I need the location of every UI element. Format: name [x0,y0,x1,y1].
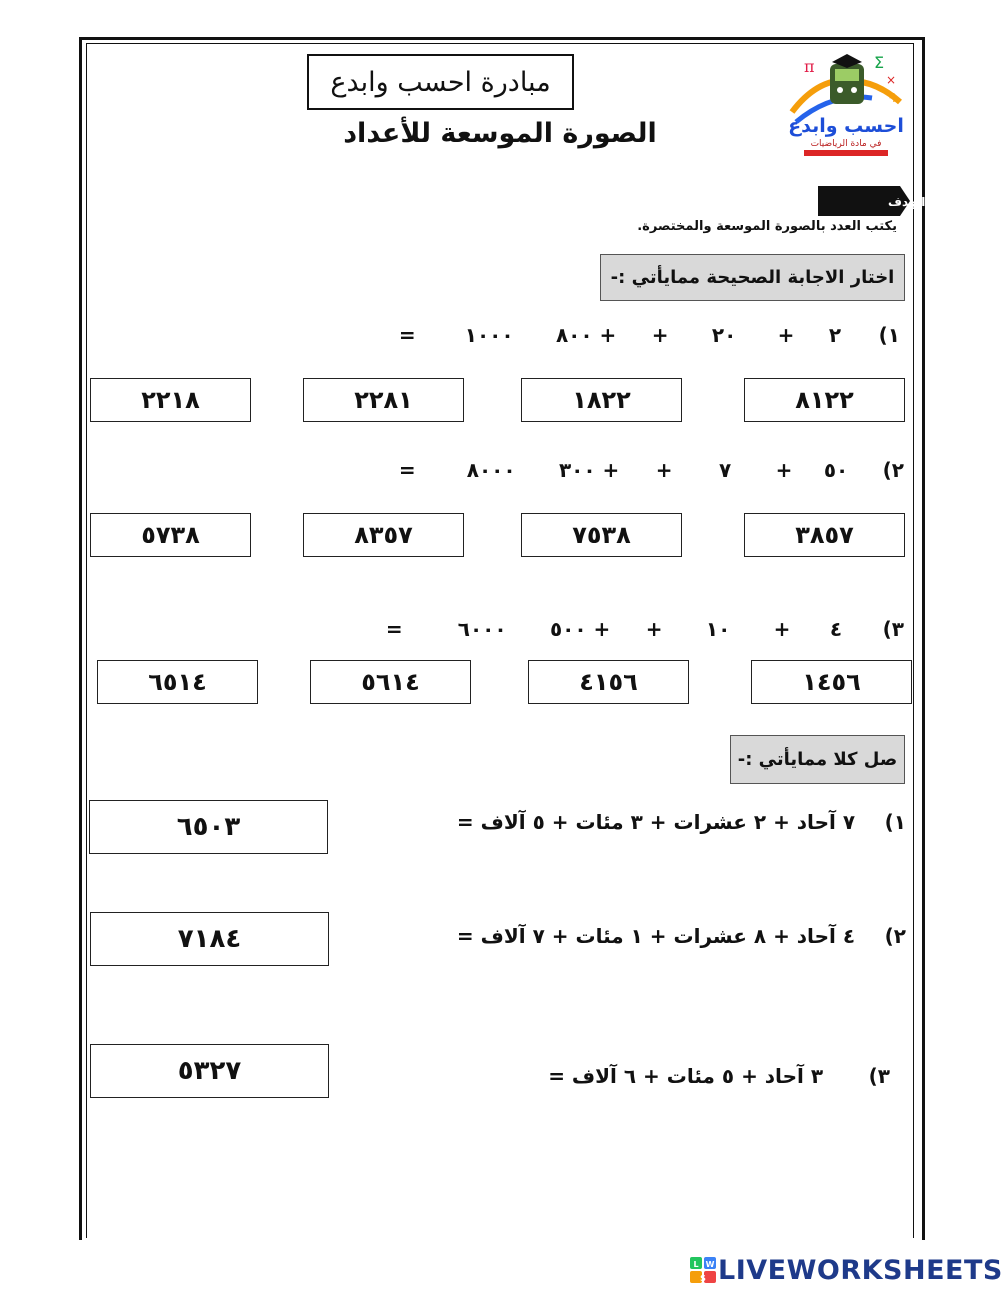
equals-sign: = [398,323,416,347]
match-question-2[interactable] [457,924,906,948]
term: ١٠٠٠ [464,323,514,347]
term: + ٨٠٠ [555,323,617,347]
question-2-expression [375,458,904,482]
option-q1-b[interactable]: ١٨٢٢ [521,378,682,422]
match-question-text: ٧ آحاد + ٢ عشرات + ٣ مئات + ٥ آلاف = [456,810,856,834]
question-number: ٣) [868,1064,890,1088]
term: ١٠ [705,617,731,641]
option-q3-b[interactable]: ٤١٥٦ [528,660,689,704]
plus-sign: + [777,323,795,347]
times-symbol: × [886,73,897,87]
logo-text: احسب وابدع [788,115,904,137]
term: ٢٠ [711,323,737,347]
brand-name: LIVEWORKSHEETS [718,1254,1003,1286]
initiative-title-box [307,54,574,110]
liveworksheets-logo[interactable] [690,1254,1003,1286]
plus-sign: + [775,458,793,482]
logo-graphic [782,52,910,160]
mcq-instruction-box [600,254,905,301]
match-question-text: ٣ آحاد + ٥ مئات + ٦ آلاف = [548,1064,824,1088]
svg-text:S: S [700,1274,706,1283]
logo-subtext: في مادة الرياضيات [810,139,882,149]
option-q3-d[interactable]: ٦٥١٤ [97,660,258,704]
plus-symbol: + [888,90,900,106]
pi-symbol: π [804,57,815,76]
term: + ٥٠٠ [549,617,611,641]
match-question-3[interactable] [548,1064,890,1088]
match-answer-2[interactable]: ٧١٨٤ [90,912,329,966]
term: ٧ [718,458,732,482]
plus-sign: + [655,458,673,482]
equals-sign: = [398,458,416,482]
mcq-instruction: اختار الاجابة الصحيحة ممايأتي :- [610,267,895,288]
match-question-text: ٤ آحاد + ٨ عشرات + ١ مئات + ٧ آلاف = [456,924,856,948]
term: ٦٠٠٠ [457,617,507,641]
goal-label: الهدف [888,195,926,209]
question-number: ٢) [882,458,904,482]
svg-text:W: W [705,1260,715,1269]
logo [782,52,910,160]
match-answer-1[interactable]: ٦٥٠٣ [89,800,328,854]
question-1-expression [377,323,900,347]
matching-instruction: صل كلا ممايأتي :- [737,749,898,770]
svg-text:L: L [693,1260,699,1269]
goal-text: يكتب العدد بالصورة الموسعة والمختصرة. [637,219,897,234]
equals-sign: = [385,617,403,641]
matching-instruction-box [730,735,905,784]
term: ٨٠٠٠ [466,458,516,482]
question-number: ١) [878,323,900,347]
question-number: ١) [884,810,906,834]
option-q2-d[interactable]: ٥٧٣٨ [90,513,251,557]
option-q3-a[interactable]: ١٤٥٦ [751,660,912,704]
question-number: ٢) [884,924,906,948]
plus-sign: + [645,617,663,641]
question-number: ٣) [882,617,904,641]
page-title: الصورة الموسعة للأعداد [343,118,657,149]
term: ٢ [828,323,842,347]
initiative-title: مبادرة احسب وابدع [330,66,551,98]
term: + ٣٠٠ [558,458,620,482]
option-q2-b[interactable]: ٧٥٣٨ [521,513,682,557]
liveworksheets-icon [690,1257,718,1283]
option-q1-d[interactable]: ٢٢١٨ [90,378,251,422]
option-q1-a[interactable]: ٨١٢٢ [744,378,905,422]
match-question-1[interactable] [457,810,906,834]
sigma-symbol: Σ [874,53,885,72]
term: ٤ [829,617,843,641]
plus-sign: + [773,617,791,641]
goal-tag [818,186,926,216]
match-answer-3[interactable]: ٥٣٢٧ [90,1044,329,1098]
option-q2-c[interactable]: ٨٣٥٧ [303,513,464,557]
option-q2-a[interactable]: ٣٨٥٧ [744,513,905,557]
option-q1-c[interactable]: ٢٢٨١ [303,378,464,422]
plus-sign: + [651,323,669,347]
term: ٥٠ [823,458,849,482]
option-q3-c[interactable]: ٥٦١٤ [310,660,471,704]
question-3-expression [359,617,904,641]
